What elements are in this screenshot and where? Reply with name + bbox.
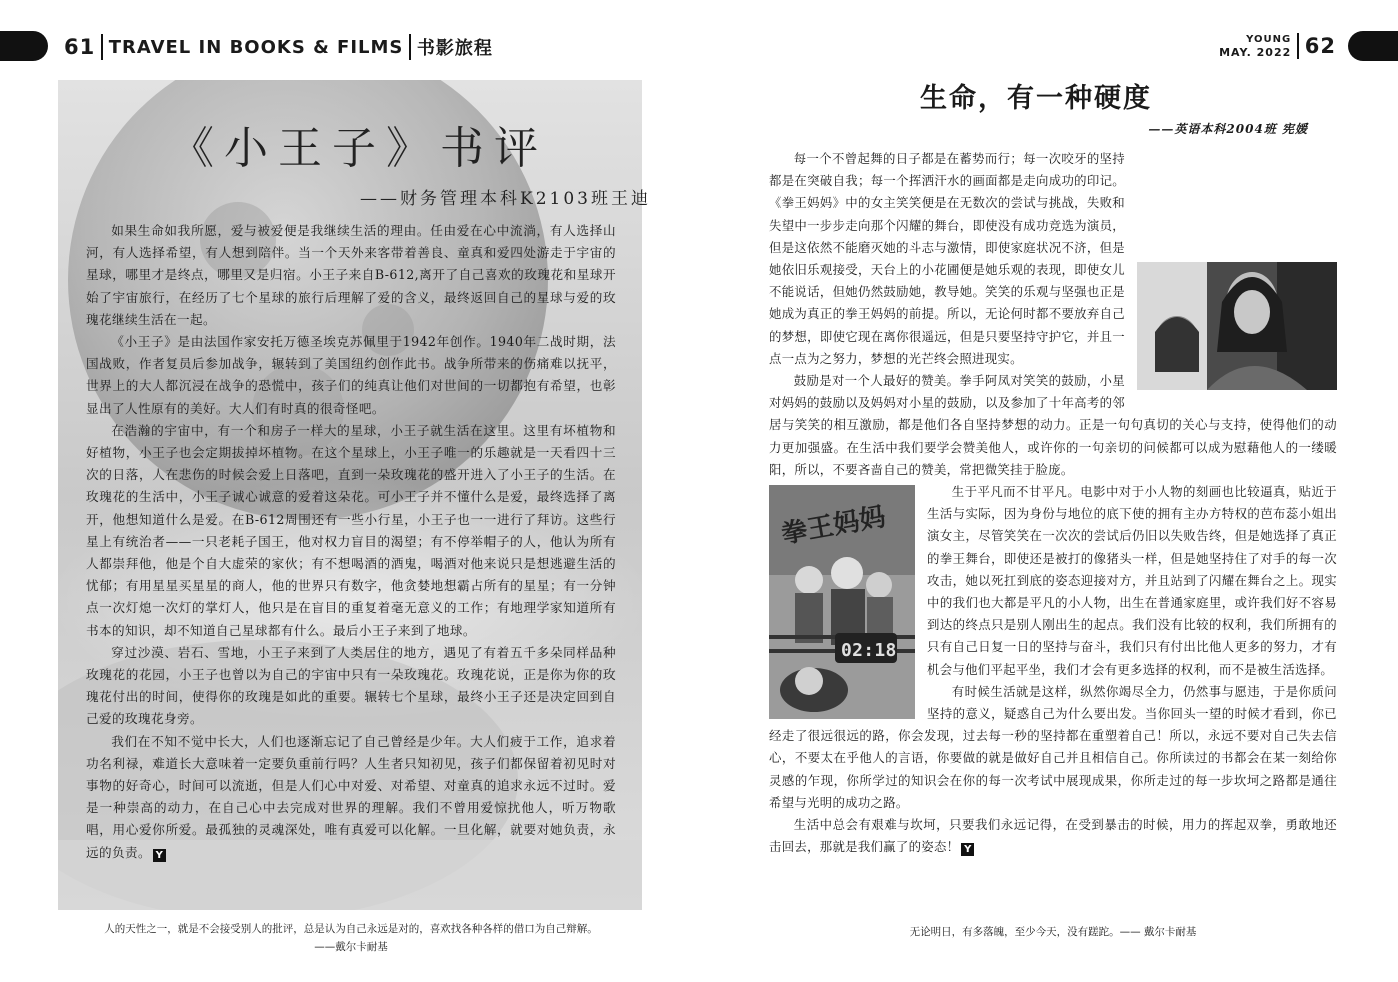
paragraph: 每一个不曾起舞的日子都是在蓄势而行；每一次咬牙的坚持都是在突破自我；每一个挥洒汗水的画面都是走向成功的印记。《拳王妈妈》中的女主笑笑便是在无数次的尝试与挑战，失败和失望中一步步走向那个闪耀的舞台，即使没有成功竞选为演员，但是这依然不能磨灭她的斗志与激情，即使家庭状况不济，但是她依旧乐观接受，天台上的小花圃便是她乐观的表现，即使女儿不能说话，但她仍然鼓励她，教导她。笑笑的乐观与坚强也正是她成为真正的拳王妈妈的前提。所以，无论何时都不要放弃自己的梦想，即使它现在离你很遥远，但是只要坚持守护它，并且一点一点为之努力，梦想的光芒终会照进现实。 bbox=[769, 151, 1125, 366]
section-title-cn: 书影旅程 bbox=[416, 38, 493, 59]
film-still-image bbox=[1137, 262, 1337, 390]
movie-poster-drawing bbox=[769, 485, 915, 719]
article-title: 《小王子》书评 bbox=[170, 123, 548, 174]
section-title-en: TRAVEL IN BOOKS & FILMS bbox=[108, 36, 404, 58]
film-still-drawing bbox=[1137, 262, 1337, 390]
issue-info bbox=[1219, 33, 1291, 59]
article-body bbox=[769, 148, 1337, 859]
paragraph bbox=[86, 731, 616, 864]
paragraph: 鼓励是对一个人最好的赞美。拳手阿凤对笑笑的鼓励，小星对妈妈的鼓励以及妈妈对小星的鼓励，以及参加了十年高考的邻居与笑笑的相互激励，都是他们各自坚持梦想的动力。正是一句句真切的关心与支持，使得他们的动力更加强盛。在生活中我们要学会赞美他人，或许你的一句亲切的问候都可以成为慰藉他人的一缕暖阳，所以，不要吝啬自己的赞美，常把微笑挂于脸庞。 bbox=[769, 373, 1337, 477]
issue-date: MAY. 2022 bbox=[1219, 46, 1292, 59]
paragraph: 生于平凡而不甘平凡。电影中对于小人物的刻画也比较逼真，贴近于生活与实际，因为身份与地位的底下使的拥有主办方特权的芭布蕊小姐出演女主，尽管笑笑在一次次的尝试后仍旧以失败告终，但是她选择了真正的拳王舞台，即使还是被打的像猪头一样，但是她坚持住了对手的每一次攻击，她以死扛到底的姿态迎接对方，并且站到了闪耀在舞台之上。现实中的我们也大都是平凡的小人物，出生在普通家庭里，或许我们好不容易到达的终点只是别人刚出生的起点。我们没有比较的权利，我们所拥有的只有自己日复一日的坚持与奋斗，我们只有付出比他人更多的努力，才有机会与他们平起平坐，我们才会有更多选择的权利，而不是被生活选择。 bbox=[927, 484, 1337, 677]
quote-attribution: ——戴尔卡耐基 bbox=[314, 941, 388, 953]
right-page-number: 62 bbox=[1304, 34, 1336, 58]
right-page-tab bbox=[1348, 31, 1398, 61]
header-divider bbox=[409, 34, 411, 60]
article-body bbox=[86, 220, 616, 864]
footer-quote bbox=[86, 920, 616, 956]
movie-poster-image bbox=[769, 485, 915, 719]
article-title: 生命，有一种硬度 bbox=[920, 83, 1152, 114]
paragraph: 如果生命如我所愿，爱与被爱便是我继续生活的理由。任由爱在心中流淌，有人选择山河，有人选择希望，有人想到陪伴。当一个天外来客带着善良、童真和爱四处游走于宇宙的星球，哪里才是终点，哪里又是归宿。小王子来自B-612,离开了自己喜欢的玫瑰花和星球开始了宇宙旅行，在经历了七个星球的旅行后理解了爱的含义，最终返回自己的星球与爱的玫瑰花继续生活在一起。 bbox=[86, 223, 616, 327]
magazine-name: YOUNG bbox=[1246, 34, 1292, 45]
poster-title-text: 拳王妈妈 bbox=[779, 502, 889, 550]
paragraph bbox=[769, 814, 1337, 858]
paragraph-text: 生活中总会有艰难与坎坷，只要我们永远记得，在受到暴击的时候，用力的挥起双拳，勇敢地还击回去，那就是我们赢了的姿态！ bbox=[769, 817, 1337, 855]
left-page-header bbox=[64, 32, 493, 62]
header-divider bbox=[101, 34, 103, 60]
left-page-tab bbox=[0, 31, 48, 61]
paragraph: 穿过沙漠、岩石、雪地，小王子来到了人类居住的地方，遇见了有着五千多朵同样品种玫瑰花的花园，小王子也曾以为自己的宇宙中只有一朵玫瑰花。玫瑰花说，正是你为你的玫瑰花付出的时间，使得你的玫瑰是如此的重要。辗转七个星球，最终小王子还是决定回到自己爱的玫瑰花身旁。 bbox=[86, 644, 616, 727]
quote-text: 人的天性之一，就是不会接受别人的批评，总是认为自己永远是对的，喜欢找各种各样的借口为自己辩解。 bbox=[104, 923, 598, 935]
footer-quote: 无论明日，有多落魄，至少今天，没有蹉跎。—— 戴尔卡耐基 bbox=[909, 926, 1197, 938]
paragraph: 《小王子》是由法国作家安托万德圣埃克苏佩里于1942年创作。1940年二战时期，法国战败，作者复员后参加战争，辗转到了美国纽约创作此书。战争所带来的伤痛难以抚平，世界上的大人都沉浸在战争的恐慌中，孩子们的纯真让他们对世间的一切都抱有希望，也彰显出了人性原有的美好。大人们有时真的很奇怪吧。 bbox=[86, 334, 616, 416]
header-divider bbox=[1297, 33, 1299, 59]
left-page-number: 61 bbox=[64, 35, 96, 59]
right-page-header bbox=[1219, 30, 1336, 62]
paragraph: 在浩瀚的宇宙中，有一个和房子一样大的星球，小王子就生活在这里。这里有坏植物和好植物，小王子也会定期拔掉坏植物。在这个星球上，小王子唯一的乐趣就是一天看四十三次的日落，人在悲伤的时候会爱上日落吧，直到一朵玫瑰花的盛开进入了小王子的生活。在玫瑰花的生活中，小王子诚心诚意的爱着这朵花。可小王子并不懂什么是爱，最终选择了离开，他想知道什么是爱。在B-612周围还有一些小行星，小王子也一一进行了拜访。这些行星上有统治者——一只老耗子国王，他对权力盲目的渴望；有不停举帽子的人，他认为所有人都崇拜他，他是个自大虚荣的家伙；有不想喝酒的酒鬼，喝酒对他来说只是想逃避生活的忧郁；有用星星买星星的商人，他的世界只有数字，他贪婪地想霸占所有的星星；有一分钟点一次灯熄一次灯的掌灯人，他只是在盲目的重复着毫无意义的工作；有地理学家知道所有书本的知识，却不知道自己星球都有什么。最后小王子来到了地球。 bbox=[86, 422, 616, 638]
end-mark-icon: Y bbox=[153, 849, 166, 862]
paragraph: 有时候生活就是这样，纵然你竭尽全力，仍然事与愿违，于是你质问坚持的意义，疑惑自己为什么要出发。当你回头一望的时候才看到，你已经走了很远很远的路，你会发现，过去每一秒的坚持都在重塑着自己！所以，永远不要对自己失去信心，不要太在乎他人的言语，你要做的就是做好自己并且相信自己。你所读过的书都会在某一刻给你灵感的乍现，你所学过的知识会在你的每一次考试中展现成果，你所走过的每一步坎坷之路都是通往希望与光明的成功之路。 bbox=[769, 683, 1337, 810]
article-author: ——财务管理本科K2103班王迪 bbox=[360, 189, 651, 209]
article-author: ——英语本科2004班 宪媛 bbox=[1148, 122, 1308, 136]
paragraph-text: 我们在不知不觉中长大，人们也逐渐忘记了自己曾经是少年。大人们疲于工作，追求着功名利禄，难道长大意味着一定要负重前行吗？人生者只知初见，孩子们都保留着初见时对事物的好奇心，时间可以流逝，但是人们心中对爱、对希望、对童真的追求永远不过时。爱是一种崇高的动力，在自己心中去完成对世界的理解。我们不曾用爱惊扰他人，听万物歌唱，用心爱你所爱。最孤独的灵魂深处，唯有真爱可以化解。一旦化解，就要对她负责，永远的负责。 bbox=[86, 733, 616, 860]
poster-score-text: 02:18 bbox=[841, 640, 897, 662]
end-mark-icon: Y bbox=[961, 843, 974, 856]
